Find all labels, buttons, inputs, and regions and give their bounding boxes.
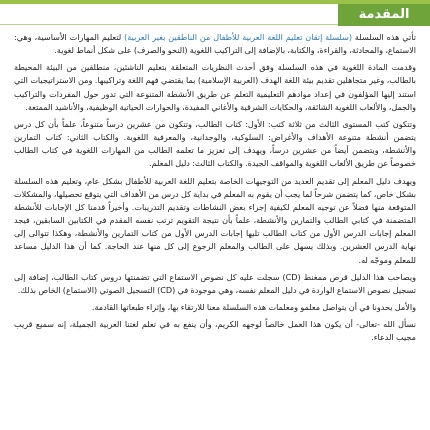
paragraph-methodology: وقدمت المادة اللغوية في هذه السلسلة وفق أحدث النظريات المتعلقة بتعليم الناشئين، منطلقين من البيئة المحيطة بالطالب، وغير متجاهلين تقديم بيئة اللغة الهدف (العربية الإسلامية) بما يقتضي فهم اللغة وتراكيبها. ومن الاستراتيجيات التي استند إليها المؤلفون في إعداد موادهم التعليمية التعلم عن طريق الأنشطة المتنوعة التي تدور حول المفردات والتراكيب والجمل، والألعاب اللغوية الشائقة، والحكايات الشرقية والأغاني المفيدة، والحوارات الحياتية الوظيفية، والأناشيد الممتعة. (14, 62, 416, 112)
paragraph-teacher-guide: ويهدف دليل المعلم إلى تقديم العديد من التوجيهات الخاصة بتعليم اللغة العربية للأطفال بشكل عام، وتعليم هذه السلسلة بشكل خاص، كما يتضمن شرحاً لما يجب أن يقوم به المعلم في بداية كل درس من الأهداف التي يتوقع تحصيلها، والمشكلات المتوقعة منها فضلاً عن توجيه المعلم لكيفية إجراء بعض النشاطات وتقديم التدريبات. وأخيراً قدمنا كل الإجابات للأنشطة المتضمنة في كتابي الطالب والتمارين والأنشطة، علماً بأن نتيجة التقويم ترتب نفسه المقدم في الكتابين السابقين، فيجد المعلم إجابات الدرس الأول من كتاب الطالب تليها إجابات الدرس الأول من كتاب التمارين والأنشطة، وهكذا تتوالى إلى نهاية الدرس العشرين. وبذلك يسهل على الطالب والمعلم الرجوع إلى كل منها عند الحاجة. كما أن هذا الدليل مساعد للمعلم وموجّه له. (14, 175, 416, 265)
paragraph-hope: والأمل يحدونا في أن يتواصل معلمو ومعلمات هذه السلسلة معنا للارتقاء بها، وإثراء طبعاتها القادمة. (91, 301, 416, 312)
paragraph-cd: ويصاحب هذا الدليل قرص ممغنط (CD) سجلت عليه كل نصوص الاستماع التي تضمنتها دروس كتاب الطالب، إضافة إلى تسجيل نصوص الاستماع الواردة في دليل المعلم نفسه، وهي موجودة في (CD) التسجيل الصوتي (الاستماع) الخاص بذلك. (14, 271, 416, 295)
page-title: المقدمة (338, 4, 430, 26)
paragraph-intro (14, 31, 416, 57)
introduction-body (14, 31, 416, 426)
paragraph-prayer: نسأل الله -تعالى- أن يكون هذا العمل خالصاً لوجهه الكريم، وأن ينفع به في تعلم لغتنا العربية الجميلة، إنه سميع قريب مجيب الدعاء. (14, 319, 416, 343)
series-title-highlight: (سلسلة إتقان تعليم اللغة العربية للأطفال من الناطقين بغير العربية) (124, 32, 353, 42)
paragraph-intro-rest: لتعليم المهارات الأساسية، وهي: الاستماع، والمحادثة، والقراءة، والكتابة، بالإضافة إلى التراكيب اللغوية (النحو والصرف) على شكل أنماط لغوية. (14, 32, 416, 56)
header-rule (0, 24, 340, 25)
page-header (0, 4, 430, 26)
paragraph-books: وتتكون كتب المستوى الثالث من ثلاثة كتب: الأول: كتاب الطالب، وتتكون من عشرين درساً متنوعاً، علماً بأن كل درس يتضمن أنشطة متنوعة الأهداف والأغراض: السلوكية، والوجدانية، والمعرفية اللغوية. والكتاب الثاني: كتاب التمارين والأنشطة، ويتضمن أيضاً من عشرين درساً، ويهدف إلى تعزيز ما تعلمه الطالب من المهارات اللغوية في كتاب الطالب خصوصاً عن طريق الألعاب اللغوية والمواقف الجيدة. والكتاب الثالث: دليل المعلم. (14, 118, 416, 169)
paragraph-intro-lead: تأتي هذه السلسلة (352, 32, 416, 42)
